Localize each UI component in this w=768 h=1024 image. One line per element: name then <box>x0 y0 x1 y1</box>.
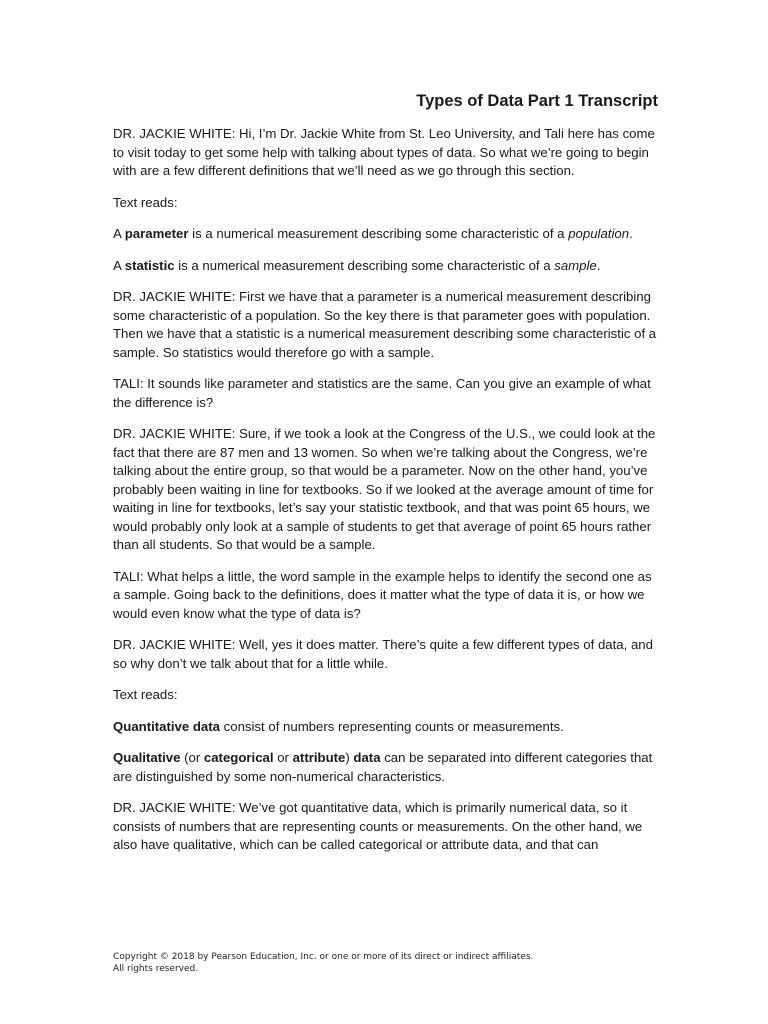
term-quantitative-data: Quantitative data <box>113 718 220 734</box>
paragraph-text-reads-2: Text reads: <box>113 687 178 702</box>
copyright-footer <box>113 952 658 975</box>
definition-qualitative: Qualitative (or categorical or attribute) data can be separated into different categories that are distinguished by some non-numerical characteristics. <box>113 750 653 784</box>
term-statistic: statistic <box>124 257 175 273</box>
paragraph-tali-question-1: TALI: It sounds like parameter and statistics are the same. Can you give an example of what the difference is? <box>113 376 651 410</box>
definition-statistic: A statistic is a numerical measurement describing some characteristic of a sample. <box>113 257 601 273</box>
definition-quantitative: Quantitative data consist of numbers representing counts or measurements. <box>113 718 564 734</box>
copyright-line: Copyright © 2018 by Pearson Education, Inc. or one or more of its direct or indirect affiliates. <box>113 952 534 962</box>
paragraph-congress-example: DR. JACKIE WHITE: Sure, if we took a look at the Congress of the U.S., we could look at the fact that there are 87 men and 13 women. So when we’re talking about the Congress, we’re talking about the entire group, so that would be a parameter. Now on the other hand, you’ve probably been waiting in line for textbooks. So if we looked at the average amount of time for waiting in line for textbooks, let’s say your statistic textbook, and that was point 65 hours, we would probably only look at a sample of students to get that average of point 65 hours rather than all students. So that would be a sample. <box>113 426 656 552</box>
term-sample: sample <box>554 257 597 273</box>
paragraph-quantitative-explanation: DR. JACKIE WHITE: We’ve got quantitative data, which is primarily numerical data, so it consists of numbers that are representing counts or measurements. On the other hand, we also have qualitative, which can be called categorical or attribute data, and that can <box>113 800 643 852</box>
term-data: data <box>353 750 381 765</box>
definition-parameter: A parameter is a numerical measurement describing some characteristic of a population. <box>113 226 633 241</box>
page-title: Types of Data Part 1 Transcript <box>416 92 658 110</box>
paragraph-tali-question-2: TALI: What helps a little, the word sample in the example helps to identify the second one as a sample. Going back to the definitions, does it matter what the type of data it is, or how we would even know what the type of data is? <box>113 568 652 621</box>
paragraph-intro: DR. JACKIE WHITE: Hi, I’m Dr. Jackie White from St. Leo University, and Tali here has come to visit today to get some help with talking about types of data. So what we’re going to begin with are a few different definitions that we’ll need as we go through this section. <box>113 126 655 178</box>
paragraph-parameter-explanation: DR. JACKIE WHITE: First we have that a parameter is a numerical measurement describing some characteristic of a population. So the key there is that parameter goes with population. Then we have that a statistic is a numerical measurement describing some characteristic of a sample. So statistics would therefore go with a sample. <box>113 289 657 360</box>
paragraph-types-of-data-intro: DR. JACKIE WHITE: Well, yes it does matter. There’s quite a few different types of data, and so why don’t we talk about that for a little while. <box>113 637 653 671</box>
rights-reserved-line: All rights reserved. <box>113 963 199 974</box>
term-attribute: attribute <box>292 750 346 765</box>
term-qualitative: Qualitative <box>113 750 181 765</box>
term-categorical: categorical <box>203 750 274 765</box>
transcript-body <box>113 125 658 868</box>
term-population: population <box>568 226 630 241</box>
paragraph-text-reads-1: Text reads: <box>113 194 178 210</box>
term-parameter: parameter <box>124 226 189 241</box>
